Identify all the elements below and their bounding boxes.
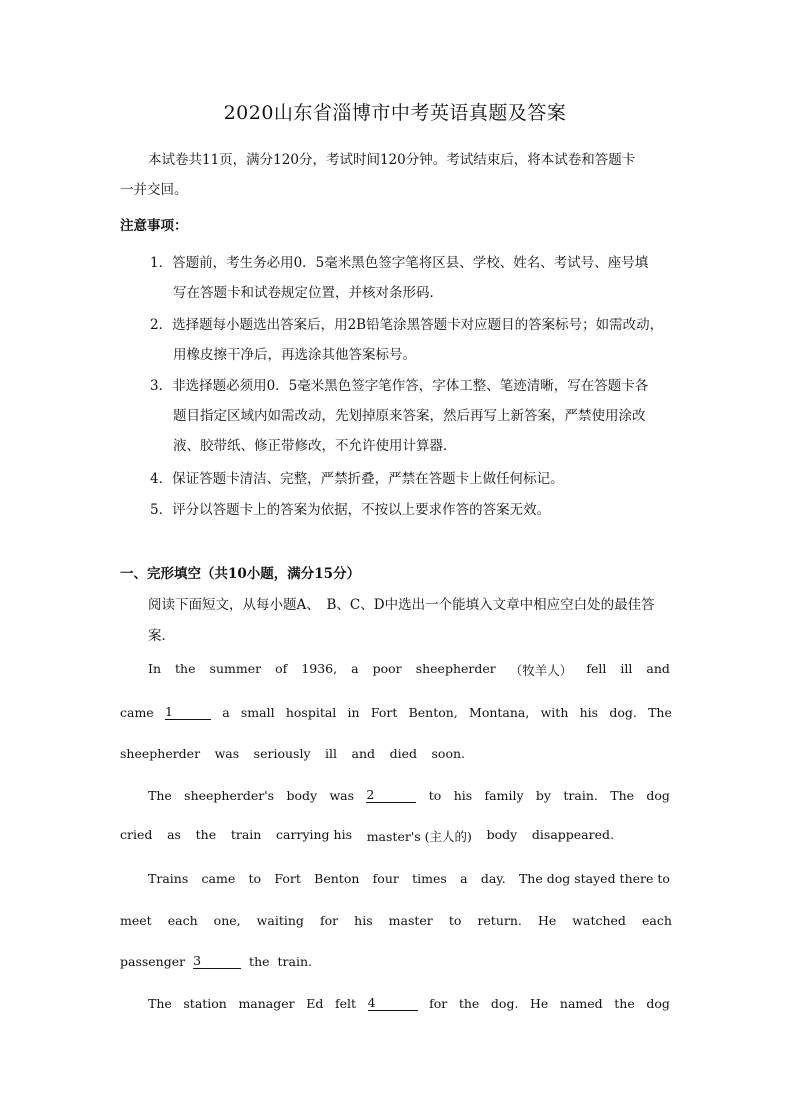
passage-line: [148, 996, 670, 1011]
word: for: [319, 913, 339, 928]
notice-4-line-1: 4．保证答题卡清洁、完整，严禁折叠，严禁在答题卡上做任何标记。: [150, 471, 564, 487]
word: the: [614, 996, 635, 1011]
word: a: [222, 705, 230, 720]
word: Trains: [148, 871, 189, 886]
word: （牧羊人）: [509, 663, 573, 678]
intro-line-1: 本试卷共11页，满分120分，考试时间120分钟。考试结束后，将本试卷和答题卡: [148, 152, 636, 168]
notice-3-line-2: 题目指定区域内如需改动，先划掉原来答案，然后再写上新答案，严禁使用涂改: [173, 408, 646, 424]
word: The dog stayed there to: [518, 871, 670, 886]
notice-3-line-3: 液、胶带纸、修正带修改，不允许使用计算器．: [173, 438, 457, 454]
word: The: [648, 705, 672, 720]
word: dog: [646, 788, 670, 803]
section-1-instruction-1: 阅读下面短文，从每小题A、 B、C、D中选出一个能填入文章中相应空白处的最佳答: [148, 597, 655, 613]
word: came: [120, 705, 154, 720]
word: He: [530, 996, 549, 1011]
word: waiting: [256, 913, 304, 928]
word: died: [389, 746, 417, 761]
word: train.: [277, 954, 312, 969]
word: return.: [477, 913, 522, 928]
word: Ed: [306, 996, 324, 1011]
word: each: [167, 913, 198, 928]
word: the: [249, 954, 270, 969]
passage-line: [120, 913, 672, 928]
word: dog.: [609, 705, 637, 720]
word: ill: [620, 661, 633, 676]
word: his: [453, 788, 473, 803]
word: felt: [334, 996, 356, 1011]
word: to: [248, 871, 262, 886]
blank-3[interactable]: 3: [193, 954, 241, 969]
word: body: [286, 788, 318, 803]
word: 1936,: [301, 661, 338, 676]
word: the: [195, 827, 217, 842]
page-title: 2020山东省淄博市中考英语真题及答案: [223, 102, 567, 124]
word: soon.: [431, 746, 465, 761]
word: sheepherder's: [184, 788, 275, 803]
word: to: [448, 913, 462, 928]
passage-line: [120, 705, 672, 720]
word: and: [351, 746, 376, 761]
word: He: [537, 913, 557, 928]
intro-line-2: 一并交回。: [120, 182, 188, 198]
word: family: [484, 788, 524, 803]
word: train: [230, 827, 262, 842]
word: watched: [572, 913, 626, 928]
passage-line: [148, 788, 670, 803]
word: named: [559, 996, 603, 1011]
word: sheepherder: [415, 661, 496, 676]
notice-2-line-2: 用橡皮擦干净后，再选涂其他答案标号。: [173, 347, 416, 363]
word: was: [214, 746, 240, 761]
word: for: [429, 996, 448, 1011]
word: Benton: [314, 871, 360, 886]
notice-1-line-2: 写在答题卡和试卷规定位置，并核对条形码．: [173, 285, 443, 301]
word: of: [275, 661, 288, 676]
passage-line: [120, 746, 465, 761]
word: station: [183, 996, 227, 1011]
word: a: [460, 871, 468, 886]
word: poor: [372, 661, 402, 676]
word: to: [428, 788, 442, 803]
word: came: [201, 871, 236, 886]
word: a: [351, 661, 359, 676]
word: and: [646, 661, 670, 676]
word: The: [148, 996, 172, 1011]
notice-2-line-1: 2．选择题每小题选出答案后，用2B铅笔涂黑答题卡对应题目的答案标号；如需改动，: [150, 317, 664, 333]
word: small: [240, 705, 275, 720]
word: summer: [209, 661, 262, 676]
word: fell: [586, 661, 607, 676]
word: as: [167, 827, 181, 842]
word: by: [535, 788, 551, 803]
word: each: [641, 913, 672, 928]
word: Fort: [274, 871, 301, 886]
word: seriously: [253, 746, 311, 761]
passage-line: [120, 827, 614, 845]
section-1-heading: 一、完形填空（共10小题，满分15分）: [120, 566, 361, 582]
blank-2[interactable]: 2: [366, 788, 416, 803]
word: cried: [120, 827, 153, 842]
word: was: [329, 788, 355, 803]
word: the: [175, 661, 196, 676]
passage-line: [148, 871, 670, 886]
blank-1[interactable]: 1: [165, 705, 211, 720]
word: meet: [120, 913, 152, 928]
word: Benton,: [408, 705, 458, 720]
word: In: [148, 661, 161, 676]
word: day.: [480, 871, 506, 886]
word: passenger: [120, 954, 186, 969]
word: four: [372, 871, 399, 886]
word: train.: [563, 788, 598, 803]
word: sheepherder: [120, 746, 201, 761]
word: master's (主人的): [366, 829, 472, 844]
word: one,: [213, 913, 241, 928]
word: body: [486, 827, 518, 842]
blank-4[interactable]: 4: [368, 996, 418, 1011]
word: dog.: [490, 996, 519, 1011]
passage-line: [120, 954, 312, 969]
word: in: [347, 705, 360, 720]
word: Fort: [370, 705, 398, 720]
notice-1-line-1: 1．答题前，考生务必用0．5毫米黑色签字笔将区县、学校、姓名、考试号、座号填: [150, 255, 649, 271]
word: The: [610, 788, 635, 803]
word: times: [412, 871, 447, 886]
word: Montana,: [469, 705, 530, 720]
section-1-instruction-2: 案．: [148, 628, 175, 644]
word: hospital: [285, 705, 337, 720]
word: dog: [646, 996, 670, 1011]
word: his: [579, 705, 599, 720]
word: with: [540, 705, 569, 720]
word: his: [354, 913, 373, 928]
notice-heading: 注意事项：: [120, 218, 188, 234]
word: carrying his: [276, 827, 352, 842]
word: manager: [238, 996, 295, 1011]
word: the: [458, 996, 480, 1011]
word: ill: [325, 746, 338, 761]
notice-3-line-1: 3．非选择题必须用0．5毫米黑色签字笔作答，字体工整、笔迹清晰，写在答题卡各: [150, 378, 649, 394]
passage-line: [148, 661, 670, 679]
word: master: [388, 913, 433, 928]
notice-5-line-1: 5．评分以答题卡上的答案为依据，不按以上要求作答的答案无效。: [150, 502, 551, 518]
word: disappeared.: [531, 827, 614, 842]
word: The: [148, 788, 172, 803]
